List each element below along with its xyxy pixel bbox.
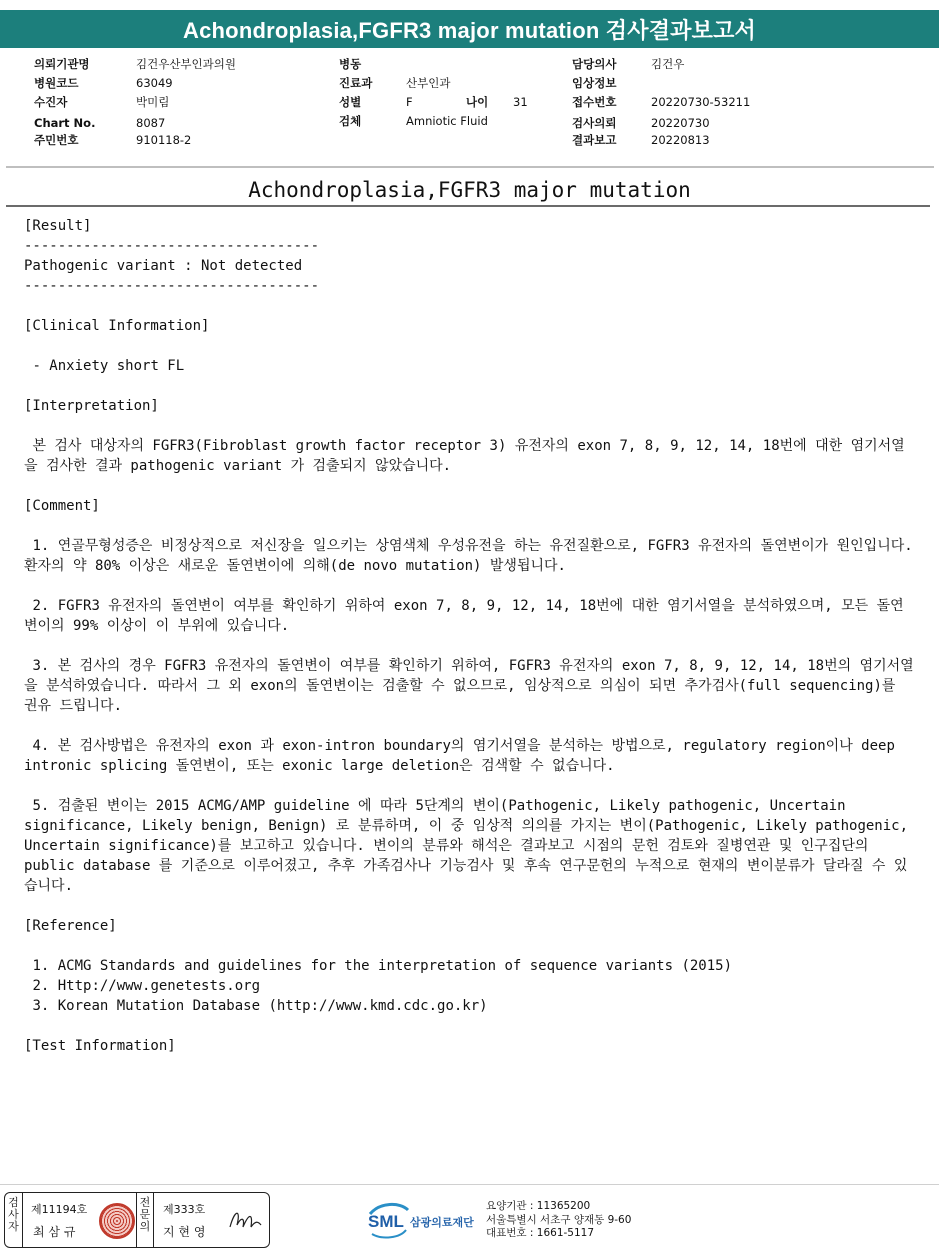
resident-id-label: 주민번호: [34, 133, 79, 147]
request-date-value: 20220730: [651, 116, 710, 130]
sex-value: F: [406, 95, 413, 109]
patient-label: 수진자: [34, 95, 68, 109]
sml-logo-text: SML: [368, 1212, 404, 1231]
interpretation-heading: [Interpretation]: [24, 398, 159, 414]
document-title: Achondroplasia,FGFR3 major mutation: [248, 178, 691, 202]
report-date-label: 결과보고: [572, 133, 617, 147]
header-divider: [6, 166, 934, 168]
age-value: 31: [513, 95, 528, 109]
specimen-label: 검체: [339, 114, 362, 128]
signature-box: [4, 1192, 270, 1248]
reference-item-3: 3. Korean Mutation Database (http://www.kmd.cdc.go.kr): [24, 998, 488, 1014]
hospital-value: 김건우산부인과의원: [136, 57, 236, 71]
examiner-vertical-label: 검사자: [5, 1193, 23, 1247]
sml-logo-icon: [366, 1200, 486, 1240]
comment-item-5: 5. 검출된 변이는 2015 ACMG/AMP guideline 에 따라 5단계의 변이(Pathogenic, Likely pathogenic, Uncertain significance, Likely benign, Benign) 로 분류하며, 이 중 임상적 의의를 가지는 변이(Pathogenic, Likely pathogenic, Uncertain significance)를 보고하고 있습니다. 변이의 분류와 해석은 결과보고 시점의 문헌 검토와 질병연관 및 인구집단의 public database 를 기준으로 이루어졌고, 추후 가족검사나 기능검사 및 후속 연구문헌의 누적으로 현재의 변이분류가 달라질 수 있습니다.: [24, 798, 917, 894]
resident-id-value: 910118-2: [136, 133, 192, 147]
department-value: 산부인과: [406, 76, 451, 90]
receipt-no-value: 20220730-53211: [651, 95, 751, 109]
ward-label: 병동: [339, 57, 362, 71]
receipt-no-label: 접수번호: [572, 95, 617, 109]
result-divider-top: -----------------------------------: [24, 238, 320, 254]
patient-value: 박미림: [136, 95, 170, 109]
comment-item-1: 1. 연골무형성증은 비정상적으로 저신장을 일으키는 상염색체 우성유전을 하는 유전질환으로, FGFR3 유전자의 돌연변이가 원인입니다. 환자의 약 80% 이상은 새로운 돌연변이에 의해(de novo mutation) 발생됩니다.: [24, 538, 922, 574]
comment-item-3: 3. 본 검사의 경우 FGFR3 유전자의 돌연변이 여부를 확인하기 위하여, FGFR3 유전자의 exon 7, 8, 9, 12, 14, 18번의 염기서열을 분석하였습니다. 따라서 그 외 exon의 돌연변이는 검출할 수 없으므로, 임상적으로 의심이 되면 추가검사(full sequencing)를 권유 드립니다.: [24, 658, 914, 714]
clinical-text: - Anxiety short FL: [24, 358, 185, 374]
test-information-heading: [Test Information]: [24, 1038, 176, 1054]
comment-item-2: 2. FGFR3 유전자의 돌연변이 여부를 확인하기 위하여 exon 7, 8, 9, 12, 14, 18번에 대한 염기서열을 분석하였으며, 모든 돌연변이의 99% 이상이 이 부위에 있습니다.: [24, 598, 904, 634]
request-date-label: 검사의뢰: [572, 116, 617, 130]
examiner-name: 최 삼 규: [33, 1225, 76, 1239]
sml-logo: [366, 1200, 486, 1240]
org-contact: [486, 1200, 631, 1241]
hospital-label: 의뢰기관명: [34, 57, 90, 71]
reference-item-2: 2. Http://www.genetests.org: [24, 978, 261, 994]
result-divider-bottom: -----------------------------------: [24, 278, 320, 294]
hospital-code-value: 63049: [136, 76, 173, 90]
interpretation-text: 본 검사 대상자의 FGFR3(Fibroblast growth factor receptor 3) 유전자의 exon 7, 8, 9, 12, 14, 18번에 대한 염기서열을 검사한 결과 pathogenic variant 가 검출되지 않았습니다.: [24, 438, 905, 474]
examiner-seal-icon: [99, 1203, 135, 1239]
doctor-label: 담당의사: [572, 57, 617, 71]
specialist-license: 제333호: [163, 1203, 206, 1216]
doctor-value: 김건우: [651, 57, 685, 71]
age-label: 나이: [466, 95, 489, 109]
report-body: [24, 216, 922, 1056]
footer-divider: [0, 1184, 939, 1185]
reference-item-1: 1. ACMG Standards and guidelines for the interpretation of sequence variants (2015): [24, 958, 733, 974]
org-code: 요양기관 : 11365200: [486, 1200, 591, 1212]
clinical-heading: [Clinical Information]: [24, 318, 210, 334]
report-banner-title: Achondroplasia,FGFR3 major mutation 검사결과보고서: [0, 10, 939, 48]
result-text: Pathogenic variant : Not detected: [24, 258, 303, 274]
title-underline: [6, 205, 930, 207]
reference-heading: [Reference]: [24, 918, 117, 934]
chart-no-label: Chart No.: [34, 116, 96, 130]
comment-item-4: 4. 본 검사방법은 유전자의 exon 과 exon-intron boundary의 염기서열을 분석하는 방법으로, regulatory region이나 deep intronic splicing 돌연변이, 또는 exonic large deletion은 검색할 수 없습니다.: [24, 738, 904, 774]
department-label: 진료과: [339, 76, 373, 90]
result-heading: [Result]: [24, 218, 92, 234]
signature-icon: [227, 1207, 263, 1233]
org-address: 서울특별시 서초구 양재동 9-60: [486, 1213, 632, 1226]
specialist-vertical-label: 전문의: [136, 1193, 154, 1247]
report-date-value: 20220813: [651, 133, 710, 147]
org-phone: 대표번호 : 1661-5117: [486, 1227, 595, 1239]
clinical-info-label: 임상정보: [572, 76, 617, 90]
comment-heading: [Comment]: [24, 498, 100, 514]
specimen-value: Amniotic Fluid: [406, 114, 488, 128]
specialist-name: 지 현 영: [163, 1225, 206, 1239]
org-name: 삼광의료재단: [410, 1216, 474, 1229]
examiner-license: 제11194호: [31, 1203, 88, 1216]
hospital-code-label: 병원코드: [34, 76, 79, 90]
chart-no-value: 8087: [136, 116, 166, 130]
sex-label: 성별: [339, 95, 362, 109]
